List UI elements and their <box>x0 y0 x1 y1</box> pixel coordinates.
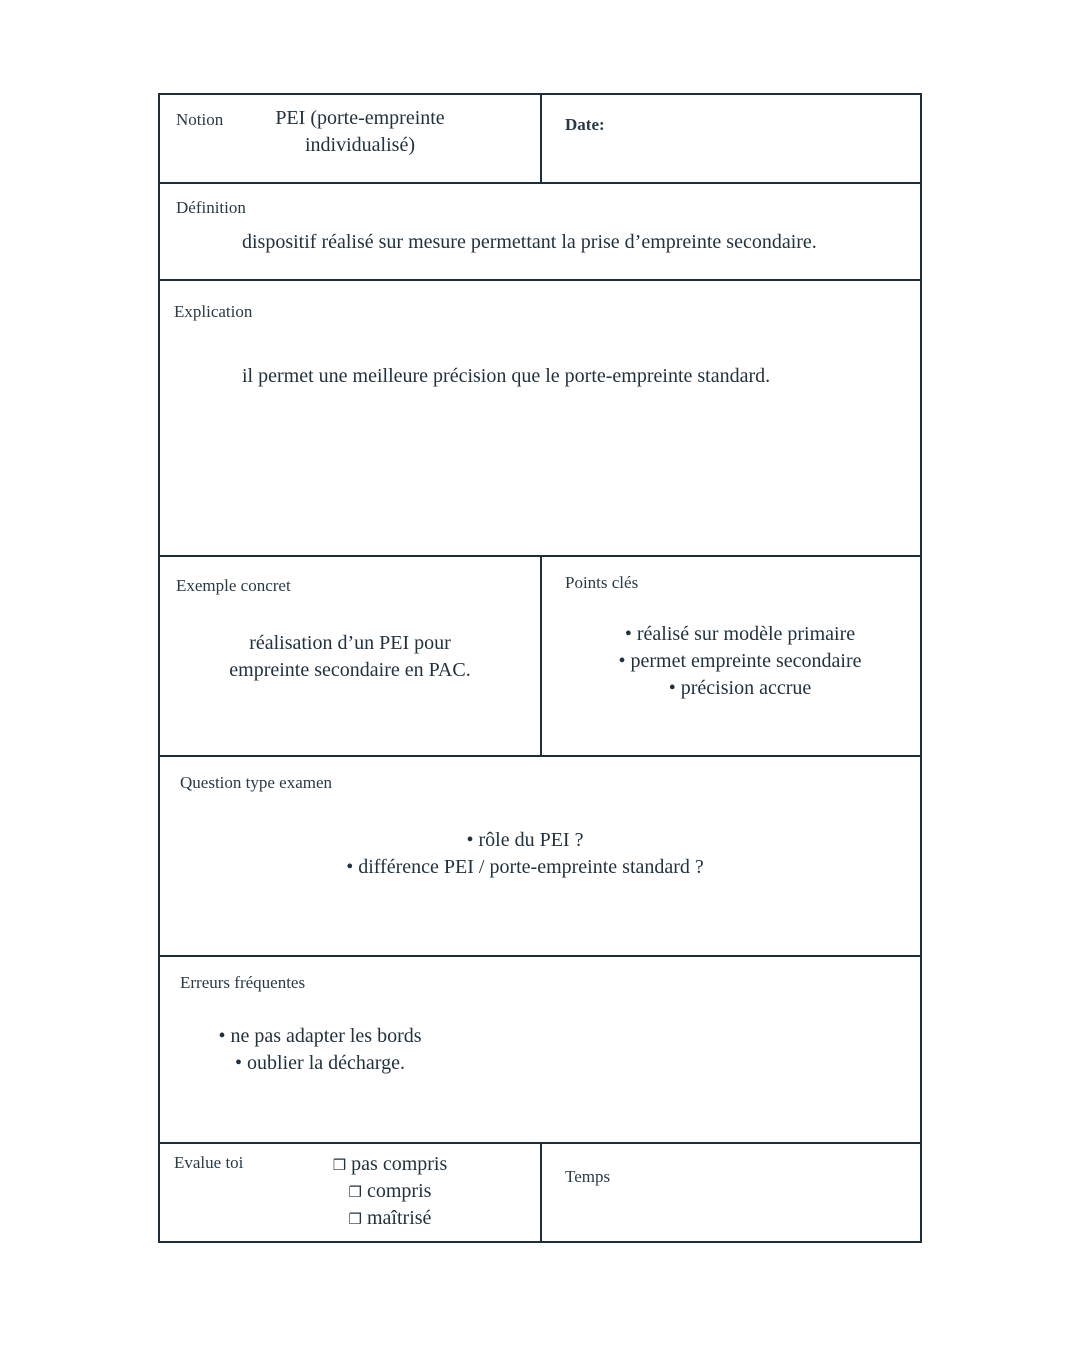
exemple-label: Exemple concret <box>176 576 291 595</box>
explication-text: il permet une meilleure précision que le porte-empreinte standard. <box>242 365 771 387</box>
evalue-options <box>290 1151 490 1232</box>
checkbox-icon[interactable]: ❒ <box>332 1156 347 1174</box>
evalue-option-maitrise[interactable] <box>290 1205 490 1232</box>
evalue-option-label: pas compris <box>351 1153 448 1175</box>
divider-definition <box>160 279 920 281</box>
evalue-option-pas-compris[interactable] <box>290 1151 490 1178</box>
erreurs-item: • oublier la décharge. <box>235 1052 405 1074</box>
exemple-line1: réalisation d’un PEI pour <box>249 632 451 654</box>
points-cles-item: • réalisé sur modèle primaire <box>624 623 856 645</box>
evalue-option-compris[interactable] <box>290 1178 490 1205</box>
definition-label: Définition <box>176 198 246 217</box>
checkbox-icon[interactable]: ❒ <box>348 1183 362 1201</box>
points-cles-item: • permet empreinte secondaire <box>618 650 862 672</box>
question-label: Question type examen <box>180 773 333 792</box>
exemple-line2: empreinte secondaire en PAC. <box>229 659 471 681</box>
question-item: • rôle du PEI ? <box>466 829 584 851</box>
divider-notion <box>160 182 920 184</box>
evalue-option-label: compris <box>367 1180 432 1202</box>
erreurs-label: Erreurs fréquentes <box>180 973 306 992</box>
question-item: • différence PEI / porte-empreinte standard ? <box>346 856 704 878</box>
evalue-option-label: maîtrisé <box>367 1207 432 1229</box>
exemple-text <box>180 630 520 684</box>
revision-card <box>158 93 922 1243</box>
definition-text: dispositif réalisé sur mesure permettant la prise d’empreinte secondaire. <box>242 231 817 253</box>
points-cles-list <box>560 621 920 702</box>
divider-exemple <box>160 755 920 757</box>
divider-notion-date <box>540 95 542 182</box>
erreurs-list <box>200 1023 440 1077</box>
notion-value-line1: PEI (porte-empreinte <box>275 107 445 129</box>
date-label: Date: <box>565 115 605 134</box>
divider-question <box>160 955 920 957</box>
temps-label: Temps <box>565 1167 611 1186</box>
explication-label: Explication <box>174 302 253 321</box>
points-cles-label: Points clés <box>565 573 639 592</box>
erreurs-item: • ne pas adapter les bords <box>218 1025 422 1047</box>
notion-value <box>250 105 470 159</box>
divider-exemple-points <box>540 555 542 755</box>
checkbox-icon[interactable]: ❒ <box>348 1210 362 1228</box>
points-cles-item: • précision accrue <box>668 677 812 699</box>
divider-evalue-temps <box>540 1142 542 1243</box>
question-list <box>200 827 850 881</box>
notion-label: Notion <box>176 110 224 129</box>
notion-value-line2: individualisé) <box>305 134 415 156</box>
evalue-label: Evalue toi <box>174 1153 244 1172</box>
